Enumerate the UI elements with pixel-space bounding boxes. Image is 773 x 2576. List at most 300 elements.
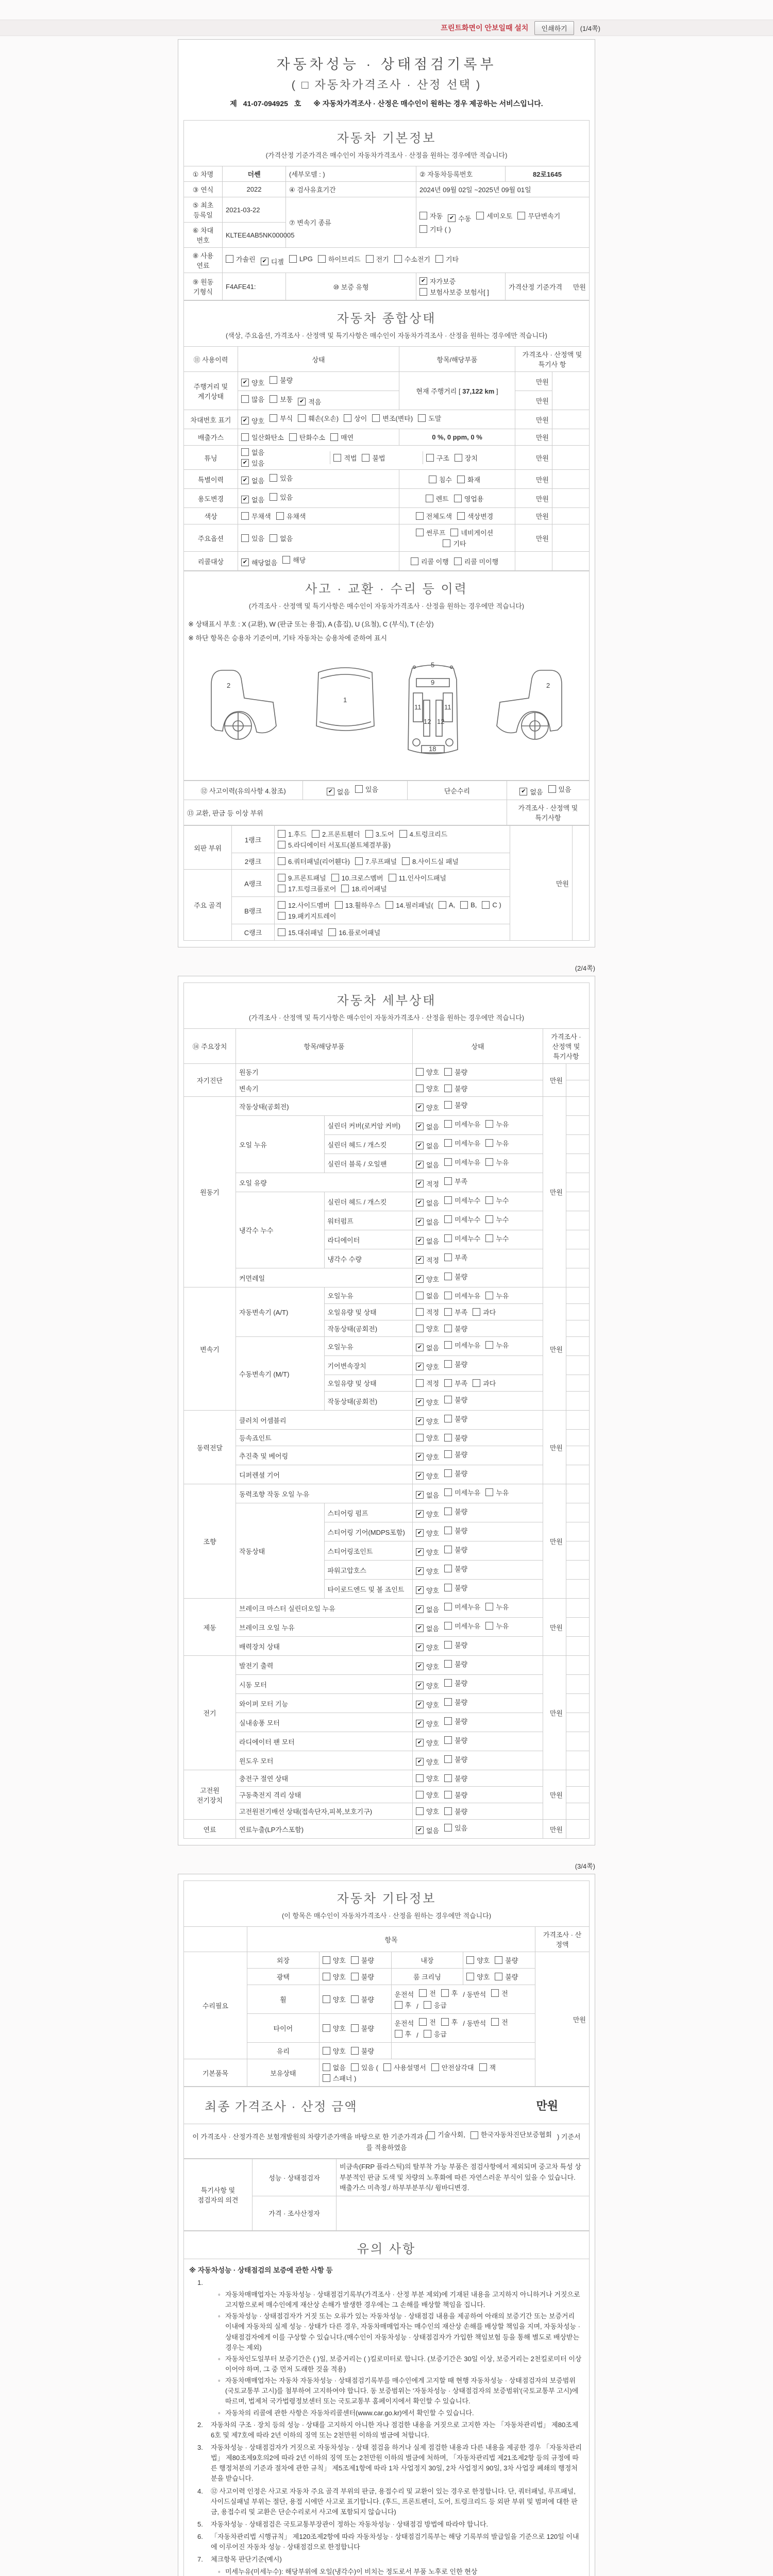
checkbox-unchecked[interactable] — [444, 1583, 467, 1592]
checkbox-checked[interactable] — [241, 476, 264, 485]
note-cell — [566, 1320, 590, 1337]
item-cell: 실린더 헤드 / 개스킷 — [324, 1135, 413, 1154]
checkbox-label: 렌트 — [435, 495, 449, 503]
item-cell: 타이로드엔드 및 볼 죠인트 — [324, 1580, 413, 1599]
checkbox-checked[interactable] — [241, 458, 264, 468]
checkbox-unchecked[interactable] — [444, 1564, 467, 1573]
checkbox-unchecked[interactable] — [444, 1790, 467, 1800]
checkbox-unchecked[interactable] — [444, 1157, 480, 1167]
checkbox-box-icon — [241, 433, 249, 441]
checkbox-checked[interactable] — [241, 378, 264, 387]
checkbox-checked[interactable] — [416, 1642, 439, 1652]
checkbox-unchecked[interactable] — [241, 511, 271, 521]
checkbox-unchecked[interactable] — [395, 2029, 412, 2039]
checkbox-label: 없음 — [426, 1625, 440, 1633]
checkbox-box-icon — [439, 901, 446, 909]
checkbox-unchecked[interactable] — [444, 1545, 467, 1554]
mileage-value: 37,122 km — [462, 387, 496, 395]
checkbox-unchecked[interactable] — [444, 1195, 480, 1205]
checkbox-unchecked[interactable] — [444, 1697, 467, 1707]
table-row — [184, 552, 590, 571]
checkbox-unchecked[interactable] — [416, 1806, 439, 1816]
checkbox-unchecked[interactable] — [416, 1378, 439, 1388]
checkbox-unchecked[interactable] — [444, 1252, 467, 1262]
checkbox-unchecked[interactable] — [517, 211, 560, 221]
checkbox-box-icon — [270, 414, 277, 422]
checkbox-checked[interactable] — [416, 1141, 439, 1150]
final-price-value: 만원 — [468, 2087, 589, 2124]
checkbox-label: 훼손(오손) — [308, 415, 339, 422]
checkbox-label: 미세누유 — [455, 1292, 481, 1300]
checkbox-unchecked[interactable] — [416, 1773, 439, 1783]
checkbox-unchecked[interactable] — [416, 511, 452, 521]
checkbox-checked[interactable] — [298, 397, 321, 406]
checkbox-unchecked[interactable] — [485, 1214, 509, 1224]
row-label: 주요옵션 — [184, 524, 238, 552]
checkbox-unchecked[interactable] — [426, 453, 449, 463]
checkbox-unchecked[interactable] — [341, 884, 386, 893]
checkbox-unchecked[interactable] — [460, 901, 477, 909]
checkbox-unchecked[interactable] — [479, 2062, 496, 2072]
checkbox-box-icon — [444, 1379, 452, 1387]
checkbox-label: 전 — [429, 1990, 436, 1997]
checkbox-unchecked[interactable] — [444, 1621, 480, 1631]
checkbox-unchecked[interactable] — [394, 254, 430, 264]
checkbox-unchecked[interactable] — [444, 1214, 480, 1224]
checkbox-unchecked[interactable] — [389, 873, 446, 883]
checkbox-unchecked[interactable] — [241, 447, 264, 457]
checkbox-box-icon — [331, 874, 339, 882]
checkbox-checked[interactable] — [241, 416, 264, 426]
checkbox-unchecked[interactable] — [473, 1378, 496, 1388]
checkbox-unchecked[interactable] — [419, 2017, 436, 2027]
checkbox-group — [416, 1255, 473, 1263]
checkbox-unchecked[interactable] — [333, 453, 357, 463]
checkbox-unchecked[interactable] — [323, 1972, 346, 1981]
checkbox-box-icon — [270, 534, 277, 542]
checkbox-unchecked[interactable] — [482, 901, 501, 909]
checkbox-unchecked[interactable] — [457, 474, 480, 484]
checkbox-label: 17.트렁크플로어 — [288, 885, 337, 893]
checkbox-unchecked[interactable] — [278, 873, 326, 883]
checkbox-unchecked[interactable] — [416, 1433, 439, 1443]
checkbox-unchecked[interactable] — [457, 511, 493, 521]
checkbox-checked[interactable] — [416, 1566, 439, 1576]
checkbox-unchecked[interactable] — [450, 528, 493, 537]
checkbox-box-icon — [416, 1791, 424, 1799]
checkbox-unchecked[interactable] — [416, 1083, 439, 1093]
checkbox-checked[interactable] — [416, 1274, 439, 1284]
warranty-label: ⑩ 보증 유형 — [286, 273, 416, 300]
money-cell: 만원 — [515, 524, 552, 552]
checkbox-checked[interactable] — [416, 1217, 439, 1227]
checkbox-unchecked[interactable] — [424, 2029, 447, 2039]
checkbox-checked[interactable] — [327, 787, 350, 796]
checkbox-label: 안전삼각대 — [441, 2064, 474, 2072]
checkbox-unchecked[interactable] — [419, 287, 489, 297]
note-cell — [566, 1064, 590, 1080]
checkbox-unchecked[interactable] — [416, 1307, 439, 1317]
checkbox-unchecked[interactable] — [411, 556, 449, 566]
checkbox-unchecked[interactable] — [485, 1487, 509, 1497]
checkbox-unchecked[interactable] — [427, 2130, 465, 2141]
checkbox-unchecked[interactable] — [444, 1468, 467, 1478]
checkbox-unchecked[interactable] — [476, 211, 512, 221]
checkbox-unchecked[interactable] — [330, 432, 354, 442]
checkbox-unchecked[interactable] — [444, 1526, 467, 1535]
checkbox-unchecked[interactable] — [419, 211, 443, 221]
checkbox-unchecked[interactable] — [323, 2062, 346, 2072]
checkbox-unchecked[interactable] — [399, 829, 448, 839]
checkbox-unchecked[interactable] — [323, 1994, 346, 2004]
checkbox-unchecked[interactable] — [351, 1994, 374, 2004]
checkbox-unchecked[interactable] — [419, 1988, 436, 1998]
checkbox-unchecked[interactable] — [366, 254, 389, 264]
checkbox-checked[interactable] — [416, 1528, 439, 1538]
checkbox-box-icon — [416, 1491, 424, 1499]
checkbox-unchecked[interactable] — [444, 1340, 480, 1350]
checkbox-unchecked[interactable] — [241, 394, 264, 404]
checkbox-unchecked[interactable] — [444, 1414, 467, 1423]
checkbox-checked[interactable] — [416, 1179, 439, 1189]
checkbox-box-icon — [470, 2131, 478, 2139]
inspection-label: ④ 검사유효기간 — [286, 182, 416, 197]
checkbox-unchecked[interactable] — [351, 1955, 374, 1965]
checkbox-label: 양호 — [426, 1644, 440, 1652]
checkbox-group — [466, 1958, 523, 1965]
checkbox-unchecked[interactable] — [444, 1324, 467, 1333]
checkbox-checked[interactable] — [416, 1362, 439, 1371]
checkbox-unchecked[interactable] — [429, 474, 452, 484]
inspection-value: 2024년 09월 02일 ~2025년 09월 01일 — [416, 182, 590, 197]
checkbox-unchecked[interactable] — [278, 911, 336, 921]
checkbox-unchecked[interactable] — [418, 413, 441, 423]
checkbox-group — [416, 1293, 514, 1301]
checkbox-group — [416, 1700, 473, 1707]
checkbox-unchecked[interactable] — [444, 1272, 467, 1281]
first-reg-label: ⑤ 최초 등록일 — [184, 197, 223, 223]
checkbox-unchecked[interactable] — [485, 1340, 509, 1350]
money-cell: 만원 — [543, 1484, 566, 1599]
checkbox-unchecked[interactable] — [455, 453, 478, 463]
checkbox-unchecked[interactable] — [276, 511, 306, 521]
checkbox-checked[interactable] — [416, 1604, 439, 1614]
checkbox-box-icon — [270, 493, 277, 501]
checkbox-unchecked[interactable] — [270, 492, 293, 502]
checkbox-unchecked[interactable] — [444, 1138, 480, 1148]
checkbox-box-icon — [416, 1218, 424, 1226]
checkbox-checked[interactable] — [416, 1738, 439, 1748]
checkbox-unchecked[interactable] — [444, 1359, 467, 1369]
checkbox-label: 양호 — [426, 1682, 440, 1690]
note-cell — [566, 1116, 590, 1135]
checkbox-unchecked[interactable] — [485, 1119, 509, 1129]
checkbox-label: 후 — [451, 2019, 458, 2026]
inline-text: / — [416, 2003, 418, 2010]
checkbox-unchecked[interactable] — [444, 1119, 480, 1129]
checkbox-unchecked[interactable] — [444, 1395, 467, 1404]
checkbox-checked[interactable] — [416, 1547, 439, 1557]
state-cell — [238, 508, 399, 524]
checkbox-checked[interactable] — [416, 1509, 439, 1519]
checkbox-unchecked[interactable] — [278, 856, 350, 866]
checkbox-checked[interactable] — [416, 1397, 439, 1407]
checkbox-checked[interactable] — [416, 1452, 439, 1462]
checkbox-unchecked[interactable] — [416, 1291, 439, 1300]
checkbox-checked[interactable] — [416, 1160, 439, 1170]
checkbox-unchecked[interactable] — [331, 873, 383, 883]
checkbox-checked[interactable] — [416, 1122, 439, 1131]
checkbox-unchecked[interactable] — [443, 538, 466, 548]
checkbox-unchecked[interactable] — [335, 900, 380, 910]
checkbox-label: 전 — [501, 2019, 508, 2026]
checkbox-unchecked[interactable] — [426, 494, 449, 503]
checkbox-unchecked[interactable] — [444, 1659, 467, 1669]
checkbox-unchecked[interactable] — [416, 1324, 439, 1333]
checkbox-box-icon — [431, 2063, 439, 2071]
doc-number: 41-07-094925 — [243, 99, 288, 108]
checkbox-checked[interactable] — [241, 495, 264, 504]
checkbox-unchecked[interactable] — [323, 2046, 346, 2056]
checkbox-label: 양호 — [426, 1453, 440, 1461]
checkbox-unchecked[interactable] — [485, 1157, 509, 1167]
checkbox-unchecked[interactable] — [495, 1972, 518, 1981]
checkbox-box-icon — [479, 2063, 487, 2071]
checkbox-checked[interactable] — [416, 1585, 439, 1595]
checkbox-unchecked[interactable] — [444, 1754, 467, 1764]
checkbox-unchecked[interactable] — [278, 927, 323, 937]
checkbox-unchecked[interactable] — [444, 1083, 467, 1093]
checkbox-unchecked[interactable] — [444, 1433, 467, 1443]
checkbox-box-icon — [365, 830, 373, 838]
checkbox-unchecked[interactable] — [444, 1307, 467, 1317]
checkbox-checked[interactable] — [416, 1416, 439, 1426]
checkbox-unchecked[interactable] — [444, 1823, 467, 1833]
checkbox-box-icon — [261, 258, 268, 265]
checkbox-unchecked[interactable] — [282, 555, 306, 565]
item-options-2 — [391, 2014, 535, 2043]
checkbox-unchecked[interactable] — [444, 1773, 467, 1783]
checkbox-box-icon — [323, 2047, 330, 2055]
checkbox-unchecked[interactable] — [355, 856, 397, 866]
checkbox-checked[interactable] — [416, 1236, 439, 1246]
checkbox-unchecked[interactable] — [226, 254, 256, 264]
checkbox-unchecked[interactable] — [466, 1972, 490, 1981]
checkbox-unchecked[interactable] — [328, 927, 380, 937]
checkbox-checked[interactable] — [416, 1825, 439, 1835]
checkbox-unchecked[interactable] — [441, 2017, 458, 2027]
checkbox-group — [416, 1198, 514, 1206]
checkbox-box-icon — [389, 874, 396, 882]
checkbox-checked[interactable] — [416, 1623, 439, 1633]
checkbox-box-icon — [444, 1603, 452, 1611]
checkbox-unchecked[interactable] — [372, 413, 413, 423]
checkbox-checked[interactable] — [241, 557, 277, 567]
checkbox-unchecked[interactable] — [416, 1067, 439, 1077]
checkbox-unchecked[interactable] — [298, 413, 339, 423]
checkbox-label: 불량 — [455, 1434, 468, 1442]
checkbox-unchecked[interactable] — [444, 1291, 480, 1300]
checkbox-unchecked[interactable] — [485, 1602, 509, 1612]
checkbox-unchecked[interactable] — [344, 413, 367, 423]
checkbox-unchecked[interactable] — [439, 901, 455, 909]
caution-item — [184, 2518, 589, 2531]
checkbox-unchecked[interactable] — [270, 473, 293, 483]
checkbox-box-icon — [491, 1989, 499, 1997]
checkbox-checked[interactable] — [416, 1700, 439, 1709]
checkbox-unchecked[interactable] — [323, 2073, 357, 2083]
checkbox-unchecked[interactable] — [444, 1233, 480, 1243]
checkbox-unchecked[interactable] — [495, 1955, 518, 1965]
checkbox-label: 불량 — [280, 377, 293, 384]
checkbox-checked[interactable] — [419, 276, 456, 286]
checkbox-checked[interactable] — [416, 1681, 439, 1690]
checkbox-checked[interactable] — [416, 1471, 439, 1481]
item-cell: 오일 유량 — [236, 1173, 413, 1192]
checkbox-unchecked[interactable] — [416, 528, 446, 537]
checkbox-unchecked[interactable] — [270, 413, 293, 423]
caution-item-text — [211, 2278, 582, 2288]
checkbox-unchecked[interactable] — [355, 784, 378, 794]
item-name-2: 내장 — [391, 1952, 463, 1969]
checkbox-label: 양호 — [477, 1973, 490, 1981]
checkbox-unchecked[interactable] — [454, 494, 484, 503]
checkbox-label: 12.사이드멤버 — [288, 902, 330, 909]
checkbox-unchecked[interactable] — [318, 254, 361, 264]
checkbox-box-icon — [485, 1196, 493, 1204]
checkbox-box-icon — [427, 2131, 435, 2139]
checkbox-unchecked[interactable] — [289, 432, 325, 442]
checkbox-unchecked[interactable] — [351, 2023, 374, 2033]
checkbox-checked[interactable] — [519, 787, 543, 796]
checkbox-unchecked[interactable] — [385, 900, 433, 910]
checkbox-checked[interactable] — [261, 257, 284, 266]
state-cell — [413, 1304, 543, 1320]
checkbox-unchecked[interactable] — [444, 1735, 467, 1745]
checkbox-unchecked[interactable] — [278, 900, 330, 910]
checkbox-unchecked[interactable] — [444, 1806, 467, 1816]
checkbox-checked[interactable] — [416, 1757, 439, 1767]
checkbox-unchecked[interactable] — [323, 1955, 346, 1965]
checkbox-group — [416, 1738, 473, 1745]
checkbox-unchecked[interactable] — [444, 1602, 480, 1612]
checkbox-unchecked[interactable] — [444, 1378, 467, 1388]
checkbox-unchecked[interactable] — [241, 432, 284, 442]
checkbox-unchecked[interactable] — [270, 394, 293, 404]
checkbox-unchecked[interactable] — [351, 2046, 374, 2056]
caution-title: 유의 사항 — [183, 2231, 590, 2259]
state-cell — [413, 1411, 543, 1430]
checkbox-unchecked[interactable] — [270, 375, 293, 385]
detail-row — [184, 1637, 590, 1656]
checkbox-unchecked[interactable] — [312, 829, 360, 839]
checkbox-label: 양호 — [426, 1808, 440, 1816]
checkbox-unchecked[interactable] — [419, 224, 451, 234]
checkbox-checked[interactable] — [416, 1490, 439, 1500]
checkbox-unchecked[interactable] — [485, 1291, 509, 1300]
checkbox-unchecked[interactable] — [362, 453, 385, 463]
checkbox-box-icon — [444, 1415, 452, 1422]
doc-subtitle: ( □ 자동차가격조사 · 산정 선택 ) — [291, 78, 482, 91]
checkbox-unchecked[interactable] — [435, 254, 459, 264]
checkbox-unchecked[interactable] — [485, 1195, 509, 1205]
checkbox-unchecked[interactable] — [351, 2062, 378, 2072]
checkbox-unchecked[interactable] — [402, 856, 459, 866]
checkbox-unchecked[interactable] — [383, 2062, 426, 2072]
checkbox-checked[interactable] — [416, 1343, 439, 1352]
checkbox-unchecked[interactable] — [241, 533, 264, 543]
checkbox-checked[interactable] — [416, 1719, 439, 1728]
checkbox-unchecked[interactable] — [441, 1988, 458, 1998]
checkbox-unchecked[interactable] — [444, 1176, 467, 1186]
print-button[interactable]: 인쇄하기 — [534, 21, 574, 35]
checkbox-checked[interactable] — [448, 213, 471, 223]
device-group-label: 원동기 — [184, 1097, 236, 1287]
checkbox-unchecked[interactable] — [431, 2062, 474, 2072]
checkbox-checked[interactable] — [416, 1198, 439, 1208]
section-title: 자동차 기타정보 — [183, 1880, 590, 1908]
checkbox-unchecked[interactable] — [485, 1621, 509, 1631]
checkbox-unchecked[interactable] — [289, 255, 313, 263]
checkbox-unchecked[interactable] — [548, 784, 572, 794]
money-cell: 만원 — [543, 1599, 566, 1656]
checkbox-unchecked[interactable] — [491, 1988, 508, 1998]
checkbox-unchecked[interactable] — [466, 1955, 490, 1965]
checkbox-unchecked[interactable] — [454, 556, 498, 566]
checkbox-unchecked[interactable] — [365, 829, 394, 839]
checkbox-label: 미세누유 — [455, 1159, 481, 1166]
checkbox-checked[interactable] — [416, 1662, 439, 1671]
checkbox-unchecked[interactable] — [444, 1716, 467, 1726]
checkbox-unchecked[interactable] — [323, 2023, 346, 2033]
checkbox-unchecked[interactable] — [444, 1100, 467, 1110]
checkbox-group — [241, 397, 326, 404]
detail-row — [184, 1192, 590, 1211]
checkbox-unchecked[interactable] — [395, 2000, 412, 2010]
checkbox-unchecked[interactable] — [444, 1449, 467, 1459]
checkbox-unchecked[interactable] — [278, 840, 391, 850]
checkbox-checked[interactable] — [416, 1103, 439, 1112]
checkbox-unchecked[interactable] — [470, 2130, 552, 2141]
checkbox-unchecked[interactable] — [491, 2017, 508, 2027]
year-value: 2022 — [223, 182, 286, 197]
checkbox-label: 없음 — [251, 496, 265, 504]
checkbox-unchecked[interactable] — [485, 1138, 509, 1148]
checkbox-unchecked[interactable] — [473, 1307, 496, 1317]
checkbox-unchecked[interactable] — [351, 1972, 374, 1981]
checkbox-group — [416, 1103, 473, 1110]
checkbox-unchecked[interactable] — [278, 884, 336, 893]
item-options — [319, 2043, 391, 2059]
checkbox-unchecked[interactable] — [270, 533, 293, 543]
checkbox-unchecked[interactable] — [444, 1678, 467, 1688]
checkbox-label: 양호 — [426, 1399, 440, 1406]
item-cell: 워터펌프 — [324, 1211, 413, 1230]
checkbox-unchecked[interactable] — [444, 1487, 480, 1497]
checkbox-label: 양호 — [426, 1568, 440, 1575]
checkbox-unchecked[interactable] — [416, 1790, 439, 1800]
checkbox-checked[interactable] — [416, 1255, 439, 1265]
checkbox-unchecked[interactable] — [424, 2000, 447, 2010]
basis-post: ) 기준서를 적용하였음 — [366, 2132, 581, 2151]
checkbox-group — [419, 213, 565, 221]
checkbox-unchecked[interactable] — [278, 829, 307, 839]
checkbox-unchecked[interactable] — [444, 1640, 467, 1650]
checkbox-unchecked[interactable] — [444, 1067, 467, 1077]
checkbox-unchecked[interactable] — [485, 1233, 509, 1243]
checkbox-group — [416, 1719, 473, 1726]
checkbox-unchecked[interactable] — [444, 1506, 467, 1516]
